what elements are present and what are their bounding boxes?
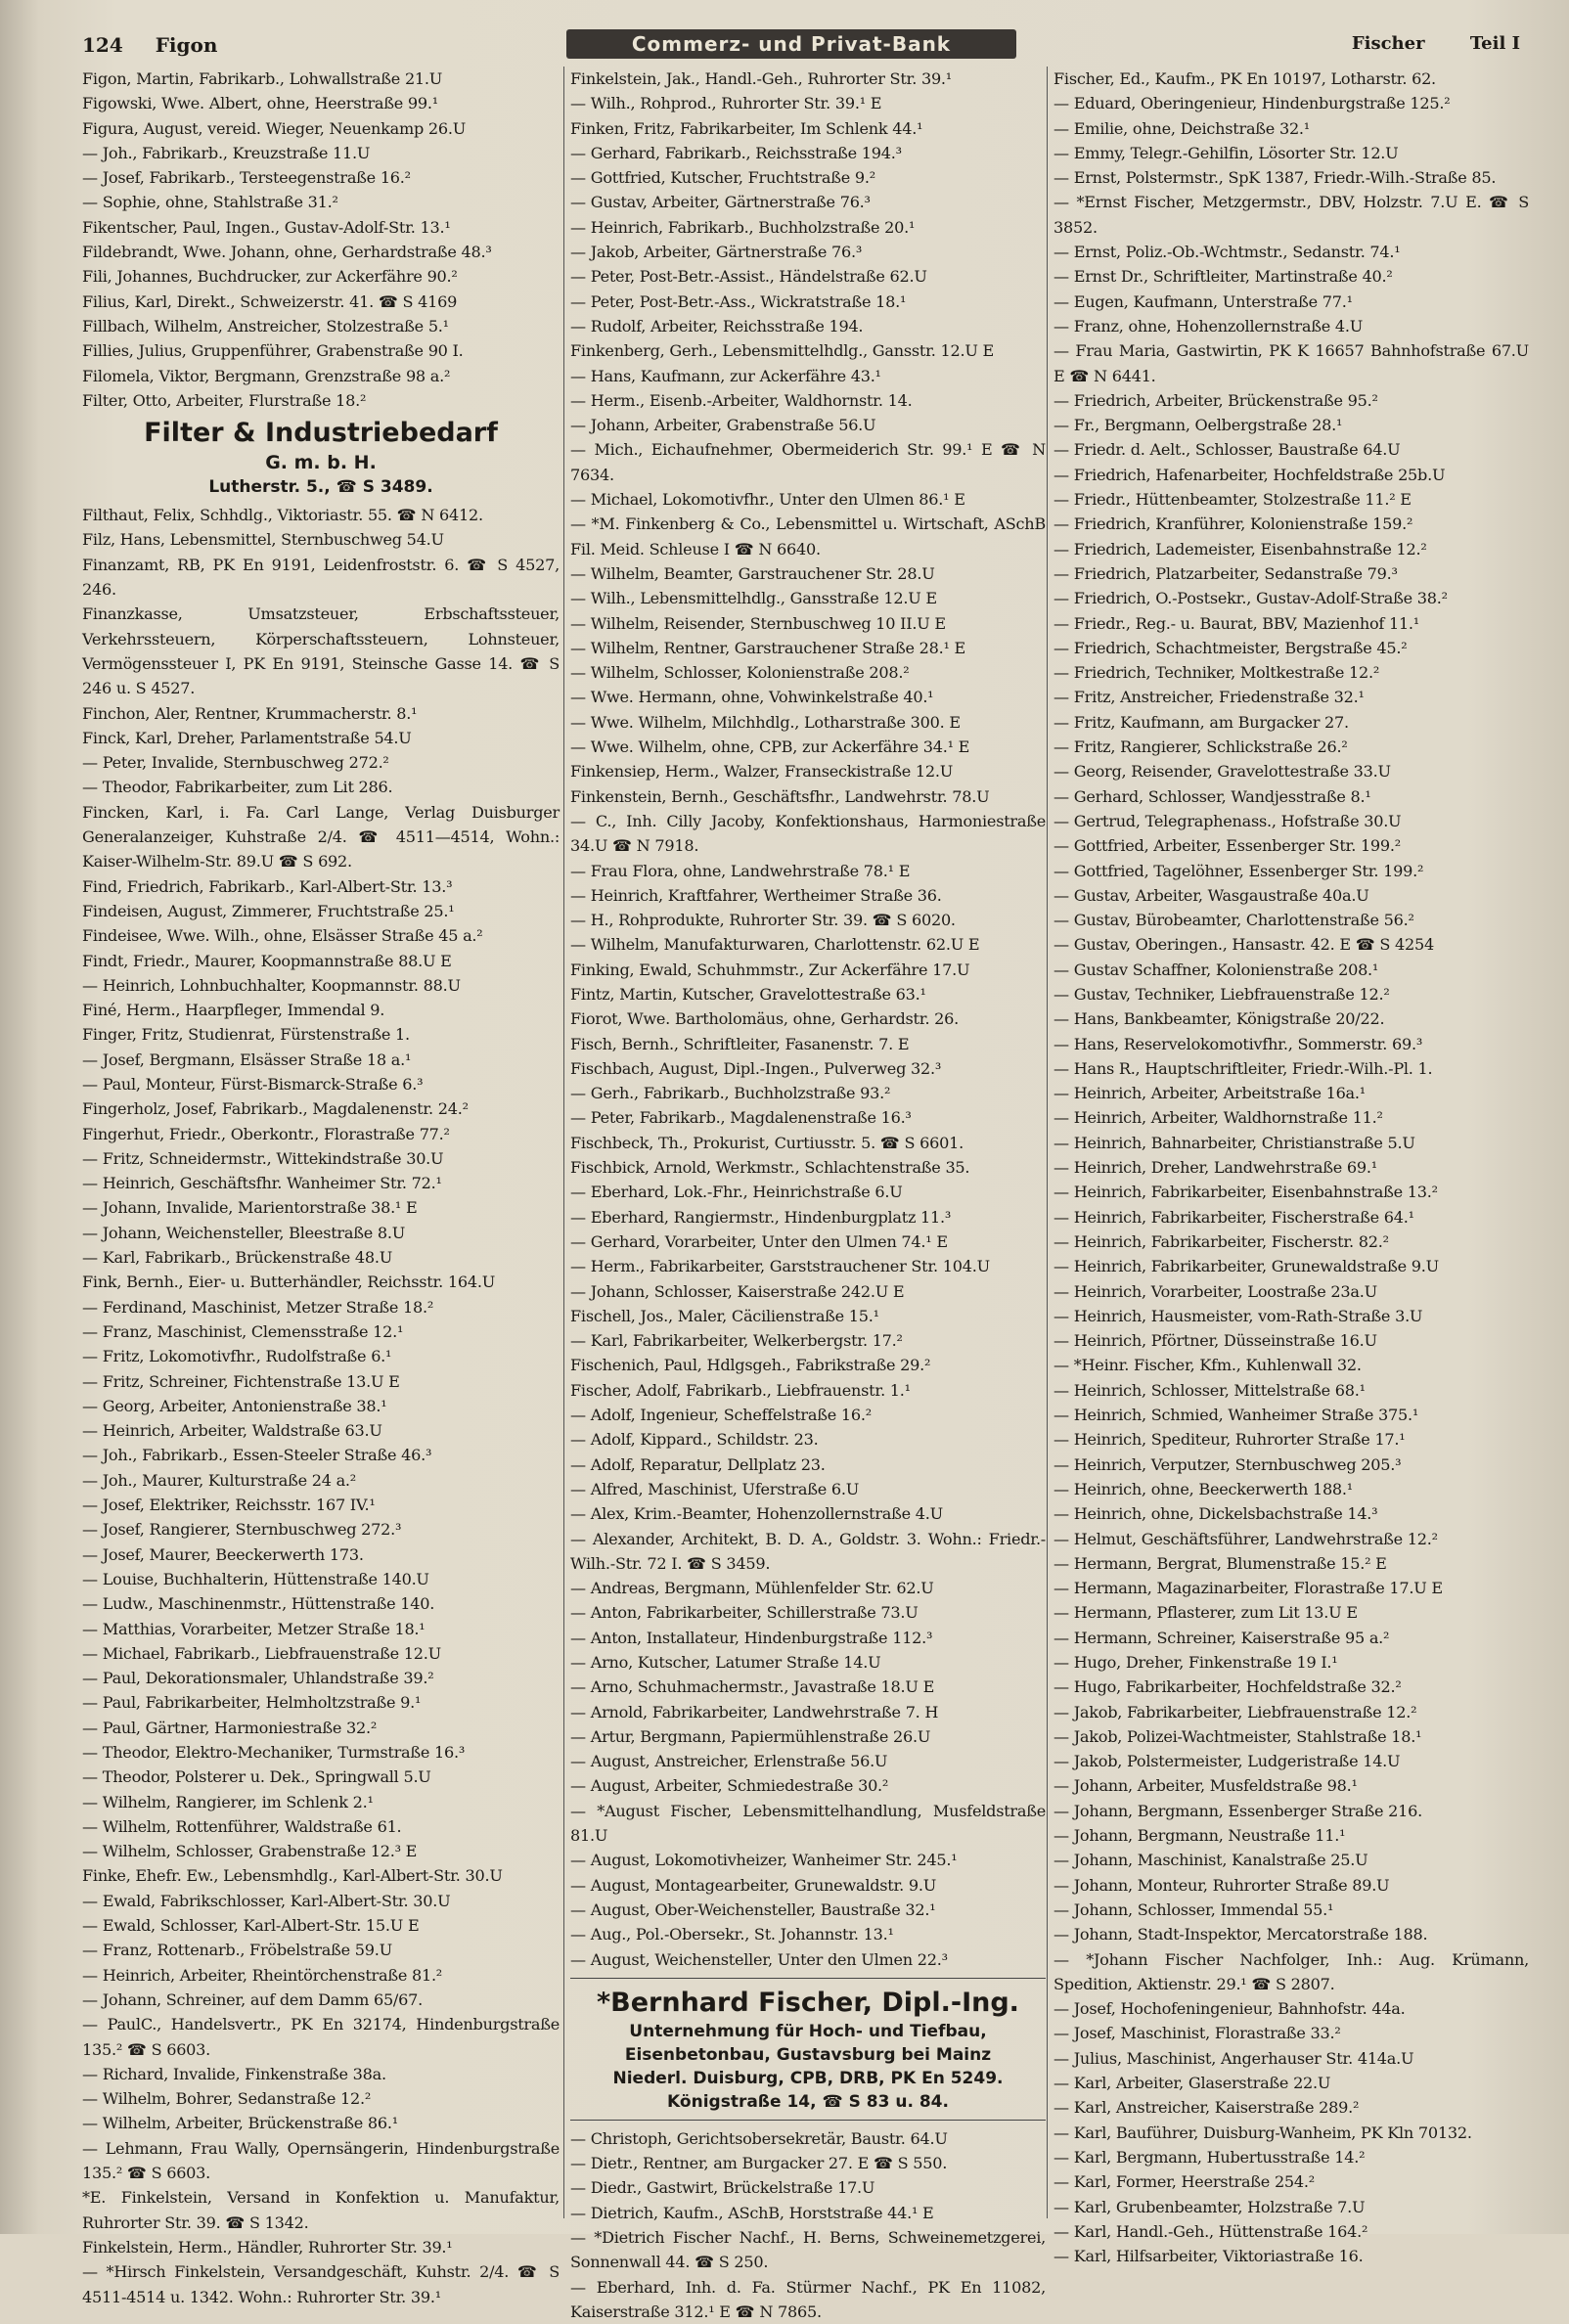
directory-entry: Filz, Hans, Lebensmittel, Sternbuschweg 54.U bbox=[82, 530, 444, 550]
directory-entry: Finchon, Aler, Rentner, Krummacherstr. 8.¹ bbox=[82, 703, 418, 723]
directory-entry: Fink, Bernh., Eier- u. Butterhändler, Reichsstr. 164.U bbox=[82, 1273, 496, 1292]
directory-entry: — Friedr., Reg.- u. Baurat, BBV, Mazienhof 11.¹ bbox=[1053, 613, 1420, 633]
directory-entry: Fischbach, August, Dipl.-Ingen., Pulverweg 32.³ bbox=[570, 1058, 942, 1078]
ad-line: Niederl. Duisburg, CPB, DRB, PK En 5249. bbox=[612, 2068, 1004, 2088]
directory-entry: — Gerhard, Fabrikarb., Reichsstraße 194.³ bbox=[570, 143, 902, 162]
directory-entry: — Friedr., Hüttenbeamter, Stolzestraße 11.² E bbox=[1053, 490, 1412, 510]
directory-entry: — Adolf, Ingenieur, Scheffelstraße 16.² bbox=[570, 1406, 872, 1425]
directory-entry: — Josef, Elektriker, Reichsstr. 167 IV.¹ bbox=[82, 1496, 376, 1515]
column-1 bbox=[82, 67, 560, 2306]
directory-entry: — Wilhelm, Schlosser, Kolonienstraße 208.² bbox=[570, 663, 910, 683]
advertisement-filter-industriebedarf bbox=[82, 417, 560, 499]
directory-entry: — Hermann, Bergrat, Blumenstraße 15.² E bbox=[1053, 1553, 1387, 1573]
directory-entry: — *Hirsch Finkelstein, Versandgeschäft, Kuhstr. 2/4. ☎ S 4511-4514 u. 1342. Wohn.: Ruhrorter Str. 39.¹ bbox=[82, 2262, 560, 2306]
directory-entry: — Joh., Fabrikarb., Kreuzstraße 11.U bbox=[82, 143, 371, 162]
directory-entry: — Eberhard, Inh. d. Fa. Stürmer Nachf., PK En 11082, Kaiserstraße 312.¹ E ☎ N 7865. bbox=[570, 2277, 1046, 2321]
directory-entry: — Gerhard, Vorarbeiter, Unter den Ulmen 74.¹ E bbox=[570, 1231, 948, 1251]
directory-entry: — Hans, Bankbeamter, Königstraße 20/22. bbox=[1053, 1009, 1385, 1029]
directory-entry: — Hans, Kaufmann, zur Ackerfähre 43.¹ bbox=[570, 366, 881, 385]
directory-entry: — Josef, Hochofeningenieur, Bahnhofstr. 44a. bbox=[1053, 1999, 1406, 2019]
directory-entry: — Heinrich, Fabrikarbeiter, Grunewaldstraße 9.U bbox=[1053, 1257, 1439, 1276]
directory-entry: — Josef, Maurer, Beeckerwerth 173. bbox=[82, 1544, 364, 1564]
directory-entry: — Eugen, Kaufmann, Unterstraße 77.¹ bbox=[1053, 291, 1353, 311]
ad-address: Lutherstr. 5., ☎ S 3489. bbox=[208, 477, 433, 498]
directory-entry: Finck, Karl, Dreher, Parlamentstraße 54.U bbox=[82, 728, 412, 747]
header-right bbox=[1352, 33, 1520, 54]
directory-entry: — Karl, Bergmann, Hubertusstraße 14.² bbox=[1053, 2147, 1366, 2167]
directory-entry: — Heinrich, Dreher, Landwehrstraße 69.¹ bbox=[1053, 1158, 1377, 1178]
directory-entry: Fischbick, Arnold, Werkmstr., Schlachtenstraße 35. bbox=[570, 1158, 970, 1178]
directory-entry: — Fritz, Schneidermstr., Wittekindstraße 30.U bbox=[82, 1148, 444, 1168]
directory-entry: — Dietrich, Kaufm., ASchB, Horststraße 44.¹ E bbox=[570, 2203, 934, 2222]
directory-entry: — Christoph, Gerichtsobersekretär, Baustr. 64.U bbox=[570, 2128, 948, 2148]
directory-entry: Finger, Fritz, Studienrat, Fürstenstraße 1. bbox=[82, 1025, 410, 1045]
directory-entry: Find, Friedrich, Fabrikarb., Karl-Albert-Str. 13.³ bbox=[82, 876, 453, 896]
directory-entry: — Wwe. Wilhelm, ohne, CPB, zur Ackerfähre 34.¹ E bbox=[570, 737, 970, 757]
directory-entry: Figowski, Wwe. Albert, ohne, Heerstraße 99.¹ bbox=[82, 94, 438, 113]
directory-entry: — Jakob, Fabrikarbeiter, Liebfrauenstraße 12.² bbox=[1053, 1702, 1417, 1721]
directory-entry: Finke, Ehefr. Ew., Lebensmhdlg., Karl-Albert-Str. 30.U bbox=[82, 1866, 503, 1886]
ad-title: Filter & Industriebedarf bbox=[144, 418, 498, 449]
directory-entry: — Hermann, Magazinarbeiter, Florastraße 17.U E bbox=[1053, 1579, 1443, 1598]
directory-entry: — Gustav, Oberingen., Hansastr. 42. E ☎ S 4254 bbox=[1053, 935, 1434, 955]
directory-entry: — Wwe. Wilhelm, Milchhdlg., Lotharstraße 300. E bbox=[570, 712, 961, 732]
directory-entry: Fingerholz, Josef, Fabrikarb., Magdalenenstr. 24.² bbox=[82, 1099, 469, 1119]
directory-entry: — Frau Flora, ohne, Landwehrstraße 78.¹ E bbox=[570, 861, 911, 880]
directory-entry: — Karl, Hilfsarbeiter, Viktoriastraße 16. bbox=[1053, 2247, 1364, 2266]
directory-entry: — Karl, Grubenbeamter, Holzstraße 7.U bbox=[1053, 2197, 1366, 2216]
directory-entry: — Paul, Gärtner, Harmoniestraße 32.² bbox=[82, 1718, 378, 1737]
directory-entry: — Eduard, Oberingenieur, Hindenburgstraße 125.² bbox=[1053, 94, 1451, 113]
directory-entry: — August, Lokomotivheizer, Wanheimer Str. 245.¹ bbox=[570, 1851, 958, 1870]
directory-entry: — Johann, Arbeiter, Musfeldstraße 98.¹ bbox=[1053, 1776, 1358, 1796]
directory-entry: — Karl, Former, Heerstraße 254.² bbox=[1053, 2172, 1315, 2192]
directory-entry: — Emilie, ohne, Deichstraße 32.¹ bbox=[1053, 118, 1310, 138]
directory-entry: — August, Montagearbeiter, Grunewaldstr. 9.U bbox=[570, 1875, 937, 1895]
directory-entry: — Heinrich, Bahnarbeiter, Christianstraße 5.U bbox=[1053, 1133, 1415, 1152]
directory-entry: — Wwe. Hermann, ohne, Vohwinkelstraße 40.¹ bbox=[570, 688, 934, 707]
directory-entry: — Wilhelm, Schlosser, Grabenstraße 12.³ E bbox=[82, 1842, 418, 1861]
directory-entry: — Gustav, Techniker, Liebfrauenstraße 12.² bbox=[1053, 984, 1390, 1004]
directory-entry: — Friedrich, Techniker, Moltkestraße 12.² bbox=[1053, 663, 1380, 683]
directory-entry: — Ernst, Poliz.-Ob.-Wchtmstr., Sedanstr. 74.¹ bbox=[1053, 243, 1401, 262]
directory-entry: — *Dietrich Fischer Nachf., H. Berns, Schweinemetzgerei, Sonnenwall 44. ☎ S 250. bbox=[570, 2228, 1046, 2272]
directory-entry: — Gustav, Arbeiter, Gärtnerstraße 76.³ bbox=[570, 193, 871, 212]
directory-entry: Finking, Ewald, Schuhmmstr., Zur Ackerfähre 17.U bbox=[570, 960, 970, 979]
directory-entry: Fiorot, Wwe. Bartholomäus, ohne, Gerhardstr. 26. bbox=[570, 1009, 960, 1029]
volume-part: Teil I bbox=[1469, 33, 1520, 54]
directory-entry: Fischer, Adolf, Fabrikarb., Liebfrauenstr. 1.¹ bbox=[570, 1380, 911, 1400]
directory-entry: — Frau Maria, Gastwirtin, PK K 16657 Bahnhofstraße 67.U E ☎ N 6441. bbox=[1053, 341, 1529, 385]
directory-entry: — Heinrich, Fabrikarbeiter, Eisenbahnstraße 13.² bbox=[1053, 1183, 1438, 1202]
directory-entry: — Theodor, Elektro-Mechaniker, Turmstraße 16.³ bbox=[82, 1743, 466, 1762]
directory-entry: — Gerhard, Schlosser, Wandjesstraße 8.¹ bbox=[1053, 786, 1371, 806]
directory-entry: — Georg, Arbeiter, Antonienstraße 38.¹ bbox=[82, 1396, 387, 1415]
directory-entry: — Johann, Bergmann, Essenberger Straße 216. bbox=[1053, 1801, 1423, 1820]
directory-entry: — Julius, Maschinist, Angerhauser Str. 414a.U bbox=[1053, 2048, 1414, 2068]
directory-entry: Finanzamt, RB, PK En 9191, Leidenfroststr. 6. ☎ S 4527, 246. bbox=[82, 555, 560, 600]
directory-entry: — Franz, ohne, Hohenzollernstraße 4.U bbox=[1053, 316, 1364, 335]
advertisement-bernhard-fischer bbox=[570, 1978, 1046, 2121]
directory-entry: — Friedrich, Arbeiter, Brückenstraße 95.² bbox=[1053, 390, 1378, 410]
directory-entry: — Josef, Bergmann, Elsässer Straße 18 a.¹ bbox=[82, 1050, 412, 1069]
directory-entry: Fillies, Julius, Gruppenführer, Grabenstraße 90 I. bbox=[82, 341, 464, 361]
directory-entry: — Richard, Invalide, Finkenstraße 38a. bbox=[82, 2064, 386, 2083]
directory-entry: — Eberhard, Rangiermstr., Hindenburgplatz 11.³ bbox=[570, 1207, 952, 1227]
directory-entry: — Johann, Weichensteller, Bleestraße 8.U bbox=[82, 1223, 406, 1242]
directory-entry: — Johann, Bergmann, Neustraße 11.¹ bbox=[1053, 1826, 1346, 1846]
directory-entry: Fisch, Bernh., Schriftleiter, Fasanenstr. 7. E bbox=[570, 1034, 910, 1053]
directory-entry: — Friedr. d. Aelt., Schlosser, Baustraße 64.U bbox=[1053, 440, 1401, 460]
directory-entry: — Peter, Post-Betr.-Ass., Wickratstraße 18.¹ bbox=[570, 291, 907, 311]
directory-entry: — Peter, Fabrikarb., Magdalenenstraße 16.³ bbox=[570, 1108, 912, 1128]
directory-entry: — Heinrich, Lohnbuchhalter, Koopmannstr. 88.U bbox=[82, 975, 461, 995]
page-number: 124 bbox=[82, 33, 123, 57]
directory-entry: — Sophie, ohne, Stahlstraße 31.² bbox=[82, 193, 338, 212]
directory-entry: — Louise, Buchhalterin, Hüttenstraße 140.U bbox=[82, 1569, 429, 1588]
directory-entry: — Karl, Handl.-Geh., Hüttenstraße 164.² bbox=[1053, 2221, 1368, 2241]
directory-entry: — Fritz, Anstreicher, Friedenstraße 32.¹ bbox=[1053, 688, 1365, 707]
directory-entry: Fischell, Jos., Maler, Cäcilienstraße 15.¹ bbox=[570, 1306, 879, 1325]
directory-entry: — August, Arbeiter, Schmiedestraße 30.² bbox=[570, 1776, 889, 1796]
directory-entry: — Josef, Rangierer, Sternbuschweg 272.³ bbox=[82, 1520, 402, 1540]
directory-entry: — Gustav Schaffner, Kolonienstraße 208.¹ bbox=[1053, 960, 1379, 979]
directory-entry: — Mich., Eichaufnehmer, Obermeiderich Str. 99.¹ E ☎ N 7634. bbox=[570, 440, 1046, 484]
column-2 bbox=[563, 67, 1046, 2321]
directory-entry: Figon, Martin, Fabrikarb., Lohwallstraße 21.U bbox=[82, 69, 443, 88]
directory-entry: — Helmut, Geschäftsführer, Landwehrstraße 12.² bbox=[1053, 1529, 1438, 1548]
directory-entry: — Alfred, Maschinist, Uferstraße 6.U bbox=[570, 1479, 860, 1498]
directory-entry: Finkenstein, Bernh., Geschäftsfhr., Landwehrstr. 78.U bbox=[570, 786, 990, 806]
directory-entry: — *M. Finkenberg & Co., Lebensmittel u. Wirtschaft, ASchB Fil. Meid. Schleuse I ☎ N 6640. bbox=[570, 514, 1046, 559]
directory-entry: — Jakob, Arbeiter, Gärtnerstraße 76.³ bbox=[570, 243, 863, 262]
directory-entry: — Paul, Fabrikarbeiter, Helmholtzstraße 9.¹ bbox=[82, 1693, 422, 1713]
directory-entry: — Ferdinand, Maschinist, Metzer Straße 18.² bbox=[82, 1297, 434, 1317]
directory-entry: — *Heinr. Fischer, Kfm., Kuhlenwall 32. bbox=[1053, 1356, 1362, 1375]
directory-entry: — August, Ober-Weichensteller, Baustraße 32.¹ bbox=[570, 1899, 936, 1919]
directory-entry: — Alexander, Architekt, B. D. A., Goldstr. 3. Wohn.: Friedr.-Wilh.-Str. 72 I. ☎ S 3459. bbox=[570, 1529, 1046, 1573]
directory-entry: Findt, Friedr., Maurer, Koopmannstraße 88.U E bbox=[82, 951, 452, 970]
directory-entry: — Diedr., Gastwirt, Brückelstraße 17.U bbox=[570, 2178, 875, 2198]
directory-entry: — Ewald, Fabrikschlosser, Karl-Albert-Str. 30.U bbox=[82, 1891, 451, 1910]
directory-entry: Finkensiep, Herm., Walzer, Franseckistraße 12.U bbox=[570, 762, 954, 782]
directory-entry: — Wilh., Rohprod., Ruhrorter Str. 39.¹ E bbox=[570, 94, 882, 113]
directory-entry: — H., Rohprodukte, Ruhrorter Str. 39. ☎ S 6020. bbox=[570, 911, 956, 930]
directory-entry: — Heinrich, ohne, Beeckerwerth 188.¹ bbox=[1053, 1479, 1353, 1498]
directory-entry: — Joh., Maurer, Kulturstraße 24 a.² bbox=[82, 1470, 356, 1490]
directory-entry: — Johann, Arbeiter, Grabenstraße 56.U bbox=[570, 416, 876, 435]
directory-entry: — Johann, Maschinist, Kanalstraße 25.U bbox=[1053, 1851, 1368, 1870]
directory-entry: — Fr., Bergmann, Oelbergstraße 28.¹ bbox=[1053, 416, 1343, 435]
directory-entry: — Herm., Eisenb.-Arbeiter, Waldhornstr. 14. bbox=[570, 390, 913, 410]
directory-entry: — Friedrich, Platzarbeiter, Sedanstraße 79.³ bbox=[1053, 563, 1398, 583]
directory-entry: — Theodor, Fabrikarbeiter, zum Lit 286. bbox=[82, 778, 393, 797]
directory-entry: — Adolf, Reparatur, Dellplatz 23. bbox=[570, 1454, 826, 1474]
directory-entry: — Herm., Fabrikarbeiter, Garststrauchener Str. 104.U bbox=[570, 1257, 990, 1276]
directory-entry: — Jakob, Polizei-Wachtmeister, Stahlstraße 18.¹ bbox=[1053, 1726, 1422, 1746]
directory-entry: — August, Anstreicher, Erlenstraße 56.U bbox=[570, 1752, 888, 1771]
directory-entry: — Heinrich, Spediteur, Ruhrorter Straße 17.¹ bbox=[1053, 1430, 1406, 1450]
directory-entry: — Wilhelm, Arbeiter, Brückenstraße 86.¹ bbox=[82, 2114, 398, 2133]
directory-entry: — Gerh., Fabrikarb., Buchholzstraße 93.² bbox=[570, 1084, 891, 1103]
directory-entry: — Wilhelm, Manufakturwaren, Charlottenstr. 62.U E bbox=[570, 935, 980, 955]
directory-entry: — Peter, Post-Betr.-Assist., Händelstraße 62.U bbox=[570, 267, 927, 287]
directory-entry: — Theodor, Polsterer u. Dek., Springwall 5.U bbox=[82, 1767, 431, 1787]
directory-entry: — Arnold, Fabrikarbeiter, Landwehrstraße 7. H bbox=[570, 1702, 939, 1721]
column-3 bbox=[1047, 67, 1529, 2266]
directory-entry: — Hugo, Dreher, Finkenstraße 19 I.¹ bbox=[1053, 1653, 1338, 1672]
directory-entry: Fingerhut, Friedr., Oberkontr., Florastraße 77.² bbox=[82, 1124, 450, 1143]
directory-entry: — Hermann, Pflasterer, zum Lit 13.U E bbox=[1053, 1603, 1358, 1623]
directory-entry: Finkelstein, Herm., Händler, Ruhrorter Str. 39.¹ bbox=[82, 2237, 453, 2257]
directory-entry: Filius, Karl, Direkt., Schweizerstr. 41. ☎ S 4169 bbox=[82, 291, 458, 311]
directory-entry: — Anton, Installateur, Hindenburgstraße 112.³ bbox=[570, 1628, 933, 1647]
directory-entry: Filthaut, Felix, Schhdlg., Viktoriastr. 55. ☎ N 6412. bbox=[82, 506, 483, 525]
directory-entry: — *Ernst Fischer, Metzgermstr., DBV, Holzstr. 7.U E. ☎ S 3852. bbox=[1053, 193, 1529, 237]
directory-entry: — Gustav, Arbeiter, Wasgaustraße 40a.U bbox=[1053, 885, 1369, 905]
directory-entry: — Ernst Dr., Schriftleiter, Martinstraße 40.² bbox=[1053, 267, 1393, 287]
directory-entry: — Fritz, Kaufmann, am Burgacker 27. bbox=[1053, 712, 1349, 732]
directory-entry: — Arno, Kutscher, Latumer Straße 14.U bbox=[570, 1653, 881, 1672]
directory-entry: — Anton, Fabrikarbeiter, Schillerstraße 73.U bbox=[570, 1603, 919, 1623]
directory-entry: Finé, Herm., Haarpfleger, Immendal 9. bbox=[82, 1001, 385, 1020]
ad-line: Unternehmung für Hoch- und Tiefbau, bbox=[629, 2021, 987, 2041]
directory-entry: — Heinrich, Hausmeister, vom-Rath-Straße 3.U bbox=[1053, 1306, 1423, 1325]
directory-entry: — Hans, Reservelokomotivfhr., Sommerstr. 69.³ bbox=[1053, 1034, 1423, 1053]
directory-entry: — Ludw., Maschinenmstr., Hüttenstraße 140. bbox=[82, 1594, 435, 1614]
directory-entry: — Karl, Fabrikarb., Brückenstraße 48.U bbox=[82, 1248, 393, 1268]
directory-entry: — Heinrich, Geschäftsfhr. Wanheimer Str. 72.¹ bbox=[82, 1174, 442, 1193]
directory-entry: — Wilhelm, Bohrer, Sedanstraße 12.² bbox=[82, 2089, 372, 2109]
directory-entry: — Hans R., Hauptschriftleiter, Friedr.-Wilh.-Pl. 1. bbox=[1053, 1058, 1433, 1078]
directory-entry: — Heinrich, Fabrikarbeiter, Fischerstr. 82.² bbox=[1053, 1231, 1389, 1251]
directory-entry: — *August Fischer, Lebensmittelhandlung, Musfeldstraße 81.U bbox=[570, 1801, 1046, 1846]
directory-entry: — Georg, Reisender, Gravelottestraße 33.U bbox=[1053, 762, 1391, 782]
directory-entry: Fischenich, Paul, Hdlgsgeh., Fabrikstraße 29.² bbox=[570, 1356, 931, 1375]
directory-entry: — Heinrich, Pförtner, Düsseinstraße 16.U bbox=[1053, 1331, 1377, 1351]
directory-entry: — Karl, Fabrikarbeiter, Welkerbergstr. 17.² bbox=[570, 1331, 903, 1351]
directory-entry: — Johann, Schlosser, Kaiserstraße 242.U E bbox=[570, 1281, 905, 1301]
directory-entry: — Heinrich, ohne, Dickelsbachstraße 14.³ bbox=[1053, 1504, 1378, 1524]
directory-entry: — Heinrich, Vorarbeiter, Loostraße 23a.U bbox=[1053, 1281, 1377, 1301]
directory-entry: — Michael, Fabrikarb., Liebfrauenstraße 12.U bbox=[82, 1643, 441, 1663]
ad-subtitle: G. m. b. H. bbox=[265, 452, 377, 474]
directory-entry: — Arno, Schuhmachermstr., Javastraße 18.U E bbox=[570, 1677, 935, 1697]
directory-entry: — Joh., Fabrikarb., Essen-Steeler Straße 46.³ bbox=[82, 1446, 432, 1465]
directory-entry: — Aug., Pol.-Obersekr., St. Johannstr. 13.¹ bbox=[570, 1925, 894, 1944]
directory-entry: — Jakob, Polstermeister, Ludgeristraße 14.U bbox=[1053, 1752, 1401, 1771]
directory-entry: — Wilhelm, Rottenführer, Waldstraße 61. bbox=[82, 1816, 402, 1836]
directory-entry: — Franz, Maschinist, Clemensstraße 12.¹ bbox=[82, 1321, 404, 1341]
directory-entry: — Lehmann, Frau Wally, Opernsängerin, Hindenburgstraße 135.² ☎ S 6603. bbox=[82, 2138, 560, 2183]
directory-entry: — Fritz, Rangierer, Schlickstraße 26.² bbox=[1053, 737, 1348, 757]
directory-entry: Fischer, Ed., Kaufm., PK En 10197, Lotharstr. 62. bbox=[1053, 69, 1436, 88]
ad-line: Königstraße 14, ☎ S 83 u. 84. bbox=[667, 2091, 949, 2112]
bank-banner: Commerz- und Privat-Bank bbox=[566, 29, 1016, 59]
directory-entry: — Friedrich, Kranführer, Kolonienstraße 159.² bbox=[1053, 514, 1413, 534]
directory-entry: — Andreas, Bergmann, Mühlenfelder Str. 62.U bbox=[570, 1579, 934, 1598]
directory-entry: — Matthias, Vorarbeiter, Metzer Straße 18.¹ bbox=[82, 1619, 426, 1638]
directory-entry: — Wilhelm, Beamter, Garstrauchener Str. 28.U bbox=[570, 563, 935, 583]
directory-entry: Fili, Johannes, Buchdrucker, zur Ackerfähre 90.² bbox=[82, 267, 458, 287]
directory-entry: — Rudolf, Arbeiter, Reichsstraße 194. bbox=[570, 316, 864, 335]
directory-entry: Fincken, Karl, i. Fa. Carl Lange, Verlag Duisburger Generalanzeiger, Kuhstraße 2/4. ☎ 4511—4514, Wohn.: Kaiser-Wilhelm-Str. 89.U ☎ S 692. bbox=[82, 802, 560, 872]
directory-entry: Filter, Otto, Arbeiter, Flurstraße 18.² bbox=[82, 390, 367, 410]
ad-title: *Bernhard Fischer, Dipl.-Ing. bbox=[597, 1987, 1019, 2018]
directory-entry: — Gottfried, Arbeiter, Essenberger Str. 199.² bbox=[1053, 836, 1401, 856]
directory-entry: — Emmy, Telegr.-Gehilfin, Lösorter Str. 12.U bbox=[1053, 143, 1399, 162]
directory-entry: — Eberhard, Lok.-Fhr., Heinrichstraße 6.U bbox=[570, 1183, 903, 1202]
directory-entry: — Peter, Invalide, Sternbuschweg 272.² bbox=[82, 753, 389, 773]
directory-entry: — Ewald, Schlosser, Karl-Albert-Str. 15.U E bbox=[82, 1916, 420, 1936]
ad-line: Eisenbetonbau, Gustavsburg bei Mainz bbox=[624, 2044, 992, 2065]
directory-entry: Filomela, Viktor, Bergmann, Grenzstraße 98 a.² bbox=[82, 366, 451, 385]
directory-entry: Finanzkasse, Umsatzsteuer, Erbschaftssteuer, Verkehrssteuern, Körperschaftssteuern, Lohnsteuer, Vermögenssteuer I, PK En 9191, Steinsche Gasse 14. ☎ S 246 u. S 4527. bbox=[82, 604, 560, 698]
directory-entry: Fildebrandt, Wwe. Johann, ohne, Gerhardstraße 48.³ bbox=[82, 243, 492, 262]
directory-entry: — Heinrich, Schmied, Wanheimer Straße 375.¹ bbox=[1053, 1406, 1419, 1425]
directory-entry: *E. Finkelstein, Versand in Konfektion u. Manufaktur, Ruhrorter Str. 39. ☎ S 1342. bbox=[82, 2188, 560, 2232]
directory-entry: — Hermann, Schreiner, Kaiserstraße 95 a.² bbox=[1053, 1628, 1390, 1647]
directory-entry: — Artur, Bergmann, Papiermühlenstraße 26.U bbox=[570, 1726, 931, 1746]
directory-entry: — Heinrich, Arbeiter, Waldstraße 63.U bbox=[82, 1421, 382, 1441]
directory-entry: — Fritz, Schreiner, Fichtenstraße 13.U E bbox=[82, 1371, 400, 1391]
directory-entry: — Alex, Krim.-Beamter, Hohenzollernstraße 4.U bbox=[570, 1504, 943, 1524]
directory-entry: Fintz, Martin, Kutscher, Gravelottestraße 63.¹ bbox=[570, 984, 926, 1004]
directory-entry: Findeisen, August, Zimmerer, Fruchtstraße 25.¹ bbox=[82, 901, 455, 920]
directory-entry: Findeisee, Wwe. Wilh., ohne, Elsässer Straße 45 a.² bbox=[82, 926, 483, 946]
directory-entry: — Heinrich, Kraftfahrer, Wertheimer Straße 36. bbox=[570, 885, 942, 905]
directory-entry: — Heinrich, Arbeiter, Rheintörchenstraße 81.² bbox=[82, 1965, 443, 1985]
directory-entry: — Wilhelm, Reisender, Sternbuschweg 10 II.U E bbox=[570, 613, 946, 633]
directory-entry: — Paul, Dekorationsmaler, Uhlandstraße 39.² bbox=[82, 1669, 434, 1688]
directory-entry: — Karl, Anstreicher, Kaiserstraße 289.² bbox=[1053, 2098, 1360, 2118]
directory-entry: — Gustav, Bürobeamter, Charlottenstraße 56.² bbox=[1053, 911, 1414, 930]
directory-entry: — Friedrich, Schachtmeister, Bergstraße 45.² bbox=[1053, 638, 1408, 657]
directory-entry: — Josef, Maschinist, Florastraße 33.² bbox=[1053, 2024, 1341, 2043]
directory-entry: — Michael, Lokomotivfhr., Unter den Ulmen 86.¹ E bbox=[570, 490, 965, 510]
directory-entry: — August, Weichensteller, Unter den Ulmen 22.³ bbox=[570, 1949, 948, 1969]
directory-entry: — Wilh., Lebensmittelhdlg., Gansstraße 12.U E bbox=[570, 589, 937, 608]
first-name-guide: Figon bbox=[155, 33, 218, 57]
directory-entry: — Heinrich, Arbeiter, Arbeitstraße 16a.¹ bbox=[1053, 1084, 1366, 1103]
directory-entry: — Wilhelm, Rangierer, im Schlenk 2.¹ bbox=[82, 1792, 374, 1811]
directory-entry: — Friedrich, O.-Postsekr., Gustav-Adolf-Straße 38.² bbox=[1053, 589, 1448, 608]
directory-entry: — Johann, Monteur, Ruhrorter Straße 89.U bbox=[1053, 1875, 1390, 1895]
directory-entry: — Hugo, Fabrikarbeiter, Hochfeldstraße 32.² bbox=[1053, 1677, 1402, 1697]
directory-entry: — Ernst, Polstermstr., SpK 1387, Friedr.-Wilh.-Straße 85. bbox=[1053, 168, 1497, 188]
directory-entry: — Heinrich, Schlosser, Mittelstraße 68.¹ bbox=[1053, 1380, 1366, 1400]
directory-entry: — Karl, Bauführer, Duisburg-Wanheim, PK Kln 70132. bbox=[1053, 2123, 1472, 2142]
directory-entry: — Gottfried, Tagelöhner, Essenberger Str. 199.² bbox=[1053, 861, 1424, 880]
directory-entry: — Fritz, Lokomotivfhr., Rudolfstraße 6.¹ bbox=[82, 1347, 392, 1366]
directory-entry: — Gottfried, Kutscher, Fruchtstraße 9.² bbox=[570, 168, 875, 188]
directory-entry: — Heinrich, Fabrikarbeiter, Fischerstraße 64.¹ bbox=[1053, 1207, 1414, 1227]
directory-entry: Finkelstein, Jak., Handl.-Geh., Ruhrorter Str. 39.¹ bbox=[570, 69, 953, 88]
directory-entry: — Adolf, Kippard., Schildstr. 23. bbox=[570, 1430, 819, 1450]
directory-entry: — Johann, Schlosser, Immendal 55.¹ bbox=[1053, 1899, 1334, 1919]
directory-entry: — Heinrich, Fabrikarb., Buchholzstraße 20.¹ bbox=[570, 217, 916, 237]
directory-entry: Fillbach, Wilhelm, Anstreicher, Stolzestraße 5.¹ bbox=[82, 316, 449, 335]
directory-entry: Fikentscher, Paul, Ingen., Gustav-Adolf-Str. 13.¹ bbox=[82, 217, 451, 237]
directory-entry: Figura, August, vereid. Wieger, Neuenkamp 26.U bbox=[82, 118, 467, 138]
directory-entry: — Heinrich, Arbeiter, Waldhornstraße 11.² bbox=[1053, 1108, 1383, 1128]
directory-entry: — PaulC., Handelsvertr., PK En 32174, Hindenburgstraße 135.² ☎ S 6603. bbox=[82, 2015, 560, 2059]
directory-entry: — Johann, Invalide, Marientorstraße 38.¹ E bbox=[82, 1198, 418, 1218]
header-left bbox=[82, 33, 217, 57]
directory-entry: — C., Inh. Cilly Jacoby, Konfektionshaus, Harmoniestraße 34.U ☎ N 7918. bbox=[570, 811, 1046, 856]
page-header bbox=[82, 33, 1520, 63]
directory-entry: — Johann, Schreiner, auf dem Damm 65/67. bbox=[82, 1989, 423, 2009]
directory-entry: — *Johann Fischer Nachfolger, Inh.: Aug. Krümann, Spedition, Aktienstr. 29.¹ ☎ S 2807. bbox=[1053, 1949, 1529, 1993]
directory-entry: Finkenberg, Gerh., Lebensmittelhdlg., Gansstr. 12.U E bbox=[570, 341, 995, 361]
directory-entry: — Josef, Fabrikarb., Tersteegenstraße 16.² bbox=[82, 168, 411, 188]
directory-entry: — Paul, Monteur, Fürst-Bismarck-Straße 6.³ bbox=[82, 1074, 424, 1094]
directory-entry: — Johann, Stadt-Inspektor, Mercatorstraße 188. bbox=[1053, 1925, 1428, 1944]
directory-entry: Fischbeck, Th., Prokurist, Curtiusstr. 5. ☎ S 6601. bbox=[570, 1133, 964, 1152]
directory-entry: Finken, Fritz, Fabrikarbeiter, Im Schlenk 44.¹ bbox=[570, 118, 923, 138]
directory-entry: — Friedrich, Lademeister, Eisenbahnstraße 12.² bbox=[1053, 539, 1427, 559]
directory-entry: — Heinrich, Verputzer, Sternbuschweg 205.³ bbox=[1053, 1454, 1402, 1474]
directory-entry: — Friedrich, Hafenarbeiter, Hochfeldstraße 25b.U bbox=[1053, 465, 1446, 484]
directory-entry: — Franz, Rottenarb., Fröbelstraße 59.U bbox=[82, 1941, 392, 1960]
directory-entry: — Wilhelm, Rentner, Garstrauchener Straße 28.¹ E bbox=[570, 638, 966, 657]
last-name-guide: Fischer bbox=[1351, 33, 1425, 54]
directory-entry: — Dietr., Rentner, am Burgacker 27. E ☎ S 550. bbox=[570, 2154, 948, 2173]
directory-entry: — Gertrud, Telegraphenass., Hofstraße 30.U bbox=[1053, 811, 1402, 830]
directory-entry: — Karl, Arbeiter, Glaserstraße 22.U bbox=[1053, 2074, 1331, 2093]
